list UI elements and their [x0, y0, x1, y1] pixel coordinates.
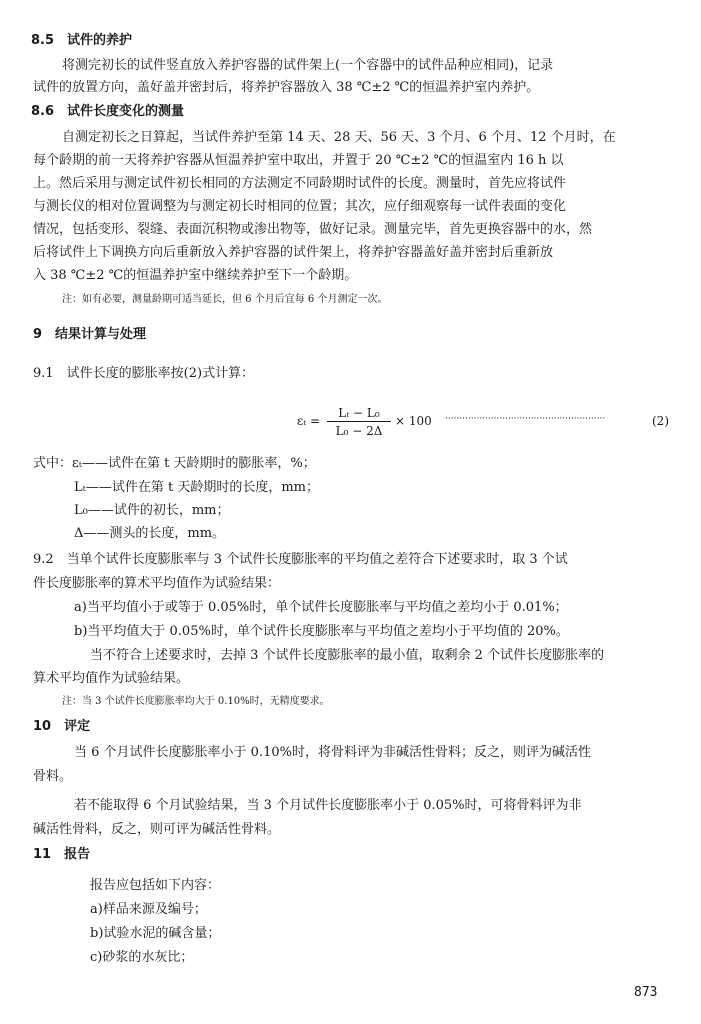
- page-number: 873: [634, 985, 658, 1000]
- formula-denominator: L₀ − 2Δ: [335, 424, 383, 438]
- formula-where-1: 式中：εₜ——试件在第 t 天龄期时的膨胀率，%；: [33, 456, 316, 471]
- fraction-bar: [327, 421, 391, 422]
- section-9-1-text: 9.1 试件长度的膨胀率按(2)式计算：: [33, 366, 255, 381]
- section-8-6-line-6: 后将试件上下调换方向后重新放入养护容器的试件架上，将养护容器盖好盖并密封后重新放: [33, 245, 554, 260]
- section-11-item-a: a)样品来源及编号；: [90, 902, 207, 917]
- section-11-item-b: b)试验水泥的碱含量；: [90, 926, 221, 941]
- section-8-6-line-4: 与测长仪的相对位置调整为与测定初长时相同的位置；其次，应仔细观察每一试件表面的变化: [33, 199, 567, 214]
- section-8-6-line-7: 入 38 ℃±2 ℃的恒温养护室中继续养护至下一个龄期。: [33, 268, 358, 283]
- section-9-2-item-a: a)当平均值小于或等于 0.05%时，单个试件长度膨胀率与平均值之差均小于 0.01%；: [74, 600, 568, 615]
- section-8-6-line-1: 自测定初长之日算起，当试件养护至第 14 天、28 天、56 天、3 个月、6 个月、12 个月时，在: [62, 130, 616, 145]
- section-8-6-title: 8.6 试件长度变化的测量: [31, 104, 185, 119]
- section-9-2-note: 注：当 3 个试件长度膨胀率均大于 0.10%时，无精度要求。: [62, 696, 330, 707]
- formula-where-2: Lₜ——试件在第 t 天龄期时的长度，mm；: [74, 480, 319, 495]
- formula-2: [297, 406, 687, 442]
- section-11-title: 11 报告: [33, 847, 91, 862]
- formula-lhs: εₜ =: [297, 414, 321, 428]
- section-10-line-4: 碱活性骨料，反之，则可评为碱活性骨料。: [33, 822, 281, 837]
- section-9-2-line-3: 当不符合上述要求时，去掉 3 个试件长度膨胀率的最小值，取剩余 2 个试件长度膨胀率的: [90, 648, 605, 663]
- section-10-line-3: 若不能取得 6 个月试验结果，当 3 个月试件长度膨胀率小于 0.05%时，可将骨料评为非: [74, 798, 582, 813]
- section-11-item-c: c)砂浆的水灰比；: [90, 950, 194, 965]
- formula-times-100: × 100: [395, 414, 432, 428]
- formula-where-4: Δ——测头的长度，mm。: [74, 526, 226, 541]
- section-9-2-item-b: b)当平均值大于 0.05%时，单个试件长度膨胀率与平均值之差均小于平均值的 20%。: [74, 624, 569, 639]
- section-9-2-line-1: 9.2 当单个试件长度膨胀率与 3 个试件长度膨胀率的平均值之差符合下述要求时，取 3 个试: [33, 552, 568, 567]
- section-10-line-2: 骨料。: [33, 769, 73, 784]
- formula-fraction: [327, 406, 391, 440]
- section-8-6-line-3: 上。然后采用与测定试件初长相同的方法测定不同龄期时试件的长度。测量时，首先应将试件: [33, 176, 567, 191]
- section-10-title: 10 评定: [33, 719, 91, 734]
- section-10-line-1: 当 6 个月试件长度膨胀率小于 0.10%时，将骨料评为非碱活性骨料；反之，则评为碱活性: [74, 745, 591, 760]
- formula-equation-number: (2): [652, 414, 669, 428]
- section-8-5-title: 8.5 试件的养护: [31, 33, 133, 48]
- section-8-6-line-2: 每个龄期的前一天将养护容器从恒温养护室中取出，并置于 20 ℃±2 ℃的恒温室内 16 h 以: [33, 153, 564, 168]
- formula-numerator: Lₜ − L₀: [338, 406, 380, 420]
- formula-leader-dots: ························································: [445, 414, 606, 424]
- formula-where-3: L₀——试件的初长，mm；: [74, 503, 230, 518]
- section-9-2-line-4: 算术平均值作为试验结果。: [33, 671, 190, 686]
- section-9-title: 9 结果计算与处理: [33, 327, 147, 342]
- section-8-5-line-2: 试件的放置方向，盖好盖并密封后，将养护容器放入 38 ℃±2 ℃的恒温养护室内养护。: [33, 80, 540, 95]
- section-11-line-1: 报告应包括如下内容：: [90, 878, 221, 893]
- section-8-6-line-5: 情况，包括变形、裂缝、表面沉积物或渗出物等，做好记录。测量完毕，首先更换容器中的水，然: [33, 222, 593, 237]
- section-8-6-note: 注：如有必要，测量龄期可适当延长，但 6 个月后宜每 6 个月测定一次。: [62, 294, 388, 305]
- section-8-5-line-1: 将测完初长的试件竖直放入养护容器的试件架上(一个容器中的试件品种应相同)，记录: [62, 58, 554, 73]
- section-9-2-line-2: 件长度膨胀率的算术平均值作为试验结果：: [33, 576, 281, 591]
